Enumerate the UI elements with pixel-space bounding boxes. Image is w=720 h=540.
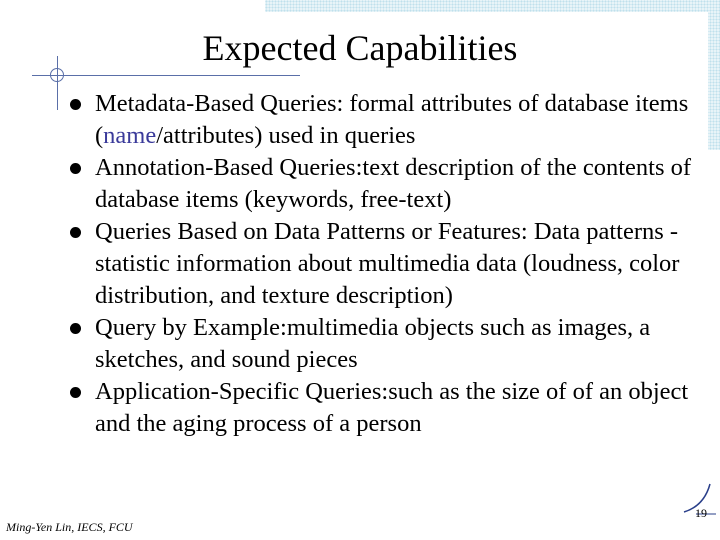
slide-title: Expected Capabilities bbox=[202, 28, 518, 68]
bullet-text: Application-Specific Queries:such as the size of of an object and the aging process of a person bbox=[95, 378, 689, 437]
bullet-item-data-pattern-queries bbox=[66, 216, 696, 312]
bullet-text-part: Metadata-Based Queries: formal attributes of database items ( bbox=[95, 90, 689, 149]
page-number: 19 bbox=[695, 506, 707, 520]
bullet-dot-icon bbox=[70, 163, 81, 174]
crosshair-vertical-line bbox=[57, 56, 58, 110]
bullet-text-part: /attributes) used in queries bbox=[156, 122, 416, 149]
bullet-item-application-queries bbox=[66, 376, 696, 440]
title-underline bbox=[32, 75, 300, 76]
bullet-text: Annotation-Based Queries:text description of the contents of database items (keywords, free-text) bbox=[95, 154, 692, 213]
bullet-list bbox=[66, 88, 696, 440]
bullet-item-query-by-example bbox=[66, 312, 696, 376]
footer-author: Ming-Yen Lin, IECS, FCU bbox=[6, 520, 133, 534]
bullet-dot-icon bbox=[70, 99, 81, 110]
highlighted-term: name bbox=[103, 122, 157, 149]
crosshair-circle-icon bbox=[50, 68, 64, 82]
bullet-item-metadata-queries bbox=[66, 88, 696, 152]
bullet-dot-icon bbox=[70, 387, 81, 398]
bullet-text: Query by Example:multimedia objects such as images, a sketches, and sound pieces bbox=[95, 314, 651, 373]
bullet-dot-icon bbox=[70, 227, 81, 238]
bullet-text bbox=[95, 90, 688, 149]
bullet-item-annotation-queries bbox=[66, 152, 696, 216]
bullet-text: Queries Based on Data Patterns or Features: Data patterns - statistic information about multimedia data (loudness, color distribution, and texture description) bbox=[95, 218, 680, 309]
bullet-dot-icon bbox=[70, 323, 81, 334]
